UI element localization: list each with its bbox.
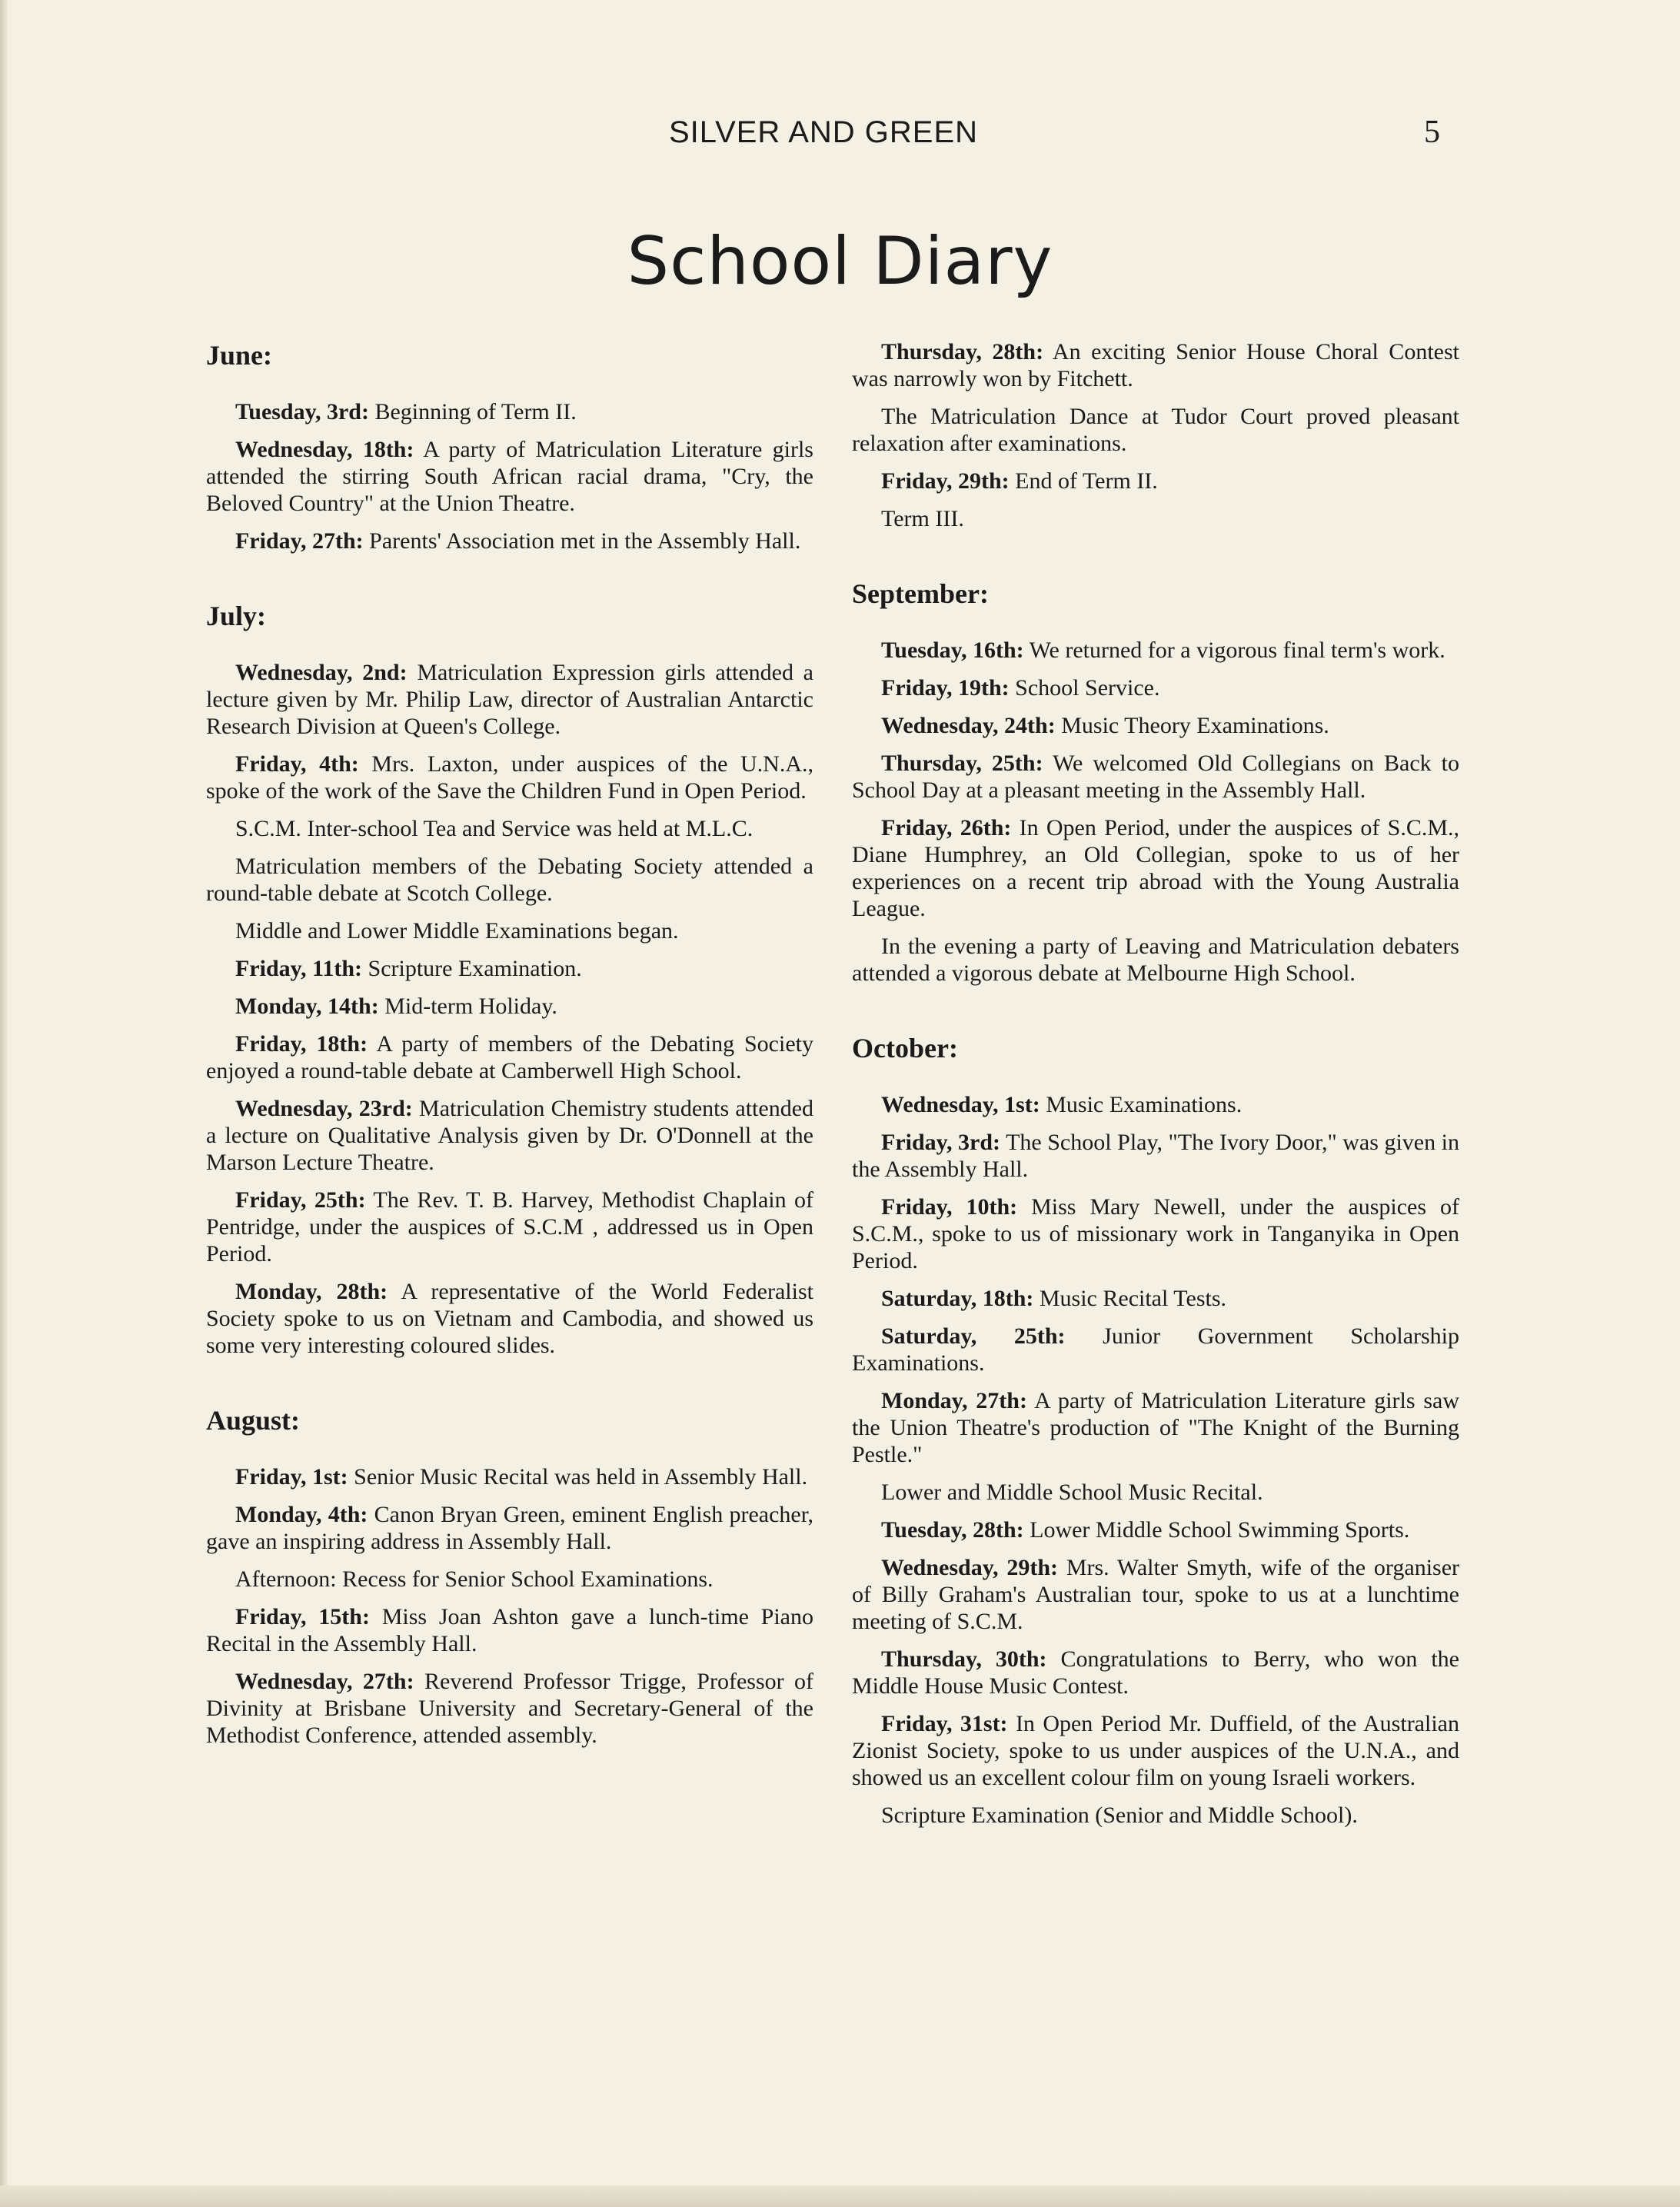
diary-entry — [852, 674, 1459, 701]
entry-date: Friday, 18th: — [235, 1031, 368, 1057]
entry-date: Wednesday, 24th: — [881, 713, 1056, 738]
entry-date: Monday, 4th: — [235, 1502, 368, 1527]
entry-text: Music Examinations. — [1046, 1092, 1243, 1117]
diary-entry — [852, 1516, 1459, 1543]
entry-text: Music Theory Examinations. — [1061, 713, 1329, 738]
diary-entry — [852, 1554, 1459, 1635]
diary-section — [206, 1403, 813, 1749]
diary-entry — [852, 933, 1459, 987]
page-bottom-edge — [0, 2185, 1680, 2207]
entry-text: In the evening a party of Leaving and Matriculation debaters attended a vigorous debate at Melbourne High School. — [852, 934, 1459, 986]
entry-text: Reverend Professor Trigge, Professor of Divinity at Brisbane University and Secretary-General of the Methodist Conference, attended assembly. — [206, 1669, 813, 1748]
entry-text: Middle and Lower Middle Examinations began. — [235, 918, 679, 944]
entry-text: Mid-term Holiday. — [384, 994, 557, 1019]
entry-date: Saturday, 18th: — [881, 1286, 1034, 1311]
entry-text: Mrs. Laxton, under auspices of the U.N.A., spoke of the work of the Save the Children Fund in Open Period. — [206, 751, 814, 804]
diary-entry — [852, 814, 1459, 922]
diary-entry — [206, 815, 813, 842]
diary-entry — [852, 1285, 1459, 1312]
month-heading: June: — [206, 340, 273, 371]
entry-date: Friday, 27th: — [235, 528, 364, 554]
entry-text: Afternoon: Recess for Senior School Examinations. — [235, 1566, 714, 1592]
diary-entry — [852, 1193, 1459, 1274]
entry-date: Tuesday, 16th: — [881, 637, 1024, 663]
diary-entry — [206, 1187, 813, 1267]
diary-entry — [852, 468, 1459, 494]
entry-text: End of Term II. — [1015, 468, 1158, 494]
diary-entry — [852, 1802, 1459, 1829]
entry-text: In Open Period Mr. Duffield, of the Australian Zionist Society, spoke to us under auspices of the U.N.A., and showed us an excellent colour film on young Israeli workers. — [852, 1711, 1459, 1790]
entry-date: Wednesday, 29th: — [881, 1555, 1059, 1580]
entry-date: Thursday, 28th: — [881, 339, 1044, 365]
entry-date: Friday, 31st: — [881, 1711, 1008, 1736]
entry-text: Parents' Association met in the Assembly Hall. — [369, 528, 801, 554]
diary-section — [852, 338, 1459, 532]
entry-text: School Service. — [1015, 675, 1160, 701]
entry-date: Monday, 14th: — [235, 994, 379, 1019]
entry-date: Friday, 3rd: — [881, 1130, 1001, 1155]
entry-text: Scripture Examination. — [368, 956, 582, 981]
entry-text: An exciting Senior House Choral Contest was narrowly won by Fitchett. — [852, 339, 1459, 391]
entry-text: The Rev. T. B. Harvey, Methodist Chaplain of Pentridge, under the auspices of S.C.M , addressed us in Open Period. — [206, 1187, 813, 1267]
entry-date: Friday, 15th: — [235, 1604, 370, 1629]
diary-entry — [206, 1030, 813, 1084]
entry-date: Friday, 1st: — [235, 1464, 348, 1490]
month-heading: July: — [206, 601, 267, 631]
diary-section — [206, 338, 813, 554]
entry-text: Beginning of Term II. — [374, 399, 577, 424]
entry-date: Friday, 29th: — [881, 468, 1010, 494]
diary-entry — [206, 1603, 813, 1657]
diary-entry — [206, 1278, 813, 1359]
diary-entry — [206, 993, 813, 1020]
entry-date: Wednesday, 2nd: — [235, 660, 408, 685]
entry-date: Monday, 28th: — [235, 1279, 388, 1304]
entry-text: The Matriculation Dance at Tudor Court proved pleasant relaxation after examinations. — [852, 404, 1459, 456]
entry-text: S.C.M. Inter-school Tea and Service was held at M.L.C. — [235, 816, 754, 841]
entry-date: Friday, 11th: — [235, 956, 363, 981]
entry-text: Lower and Middle School Music Recital. — [881, 1480, 1263, 1505]
diary-entry — [206, 1668, 813, 1749]
diary-entry — [852, 637, 1459, 664]
diary-entry — [852, 505, 1459, 532]
entry-text: A representative of the World Federalist Society spoke to us on Vietnam and Cambodia, and showed us some very interesting coloured slides. — [206, 1279, 813, 1358]
right-column — [852, 338, 1459, 1873]
entry-date: Saturday, 25th: — [881, 1323, 1066, 1349]
diary-entry — [852, 403, 1459, 457]
diary-entry — [852, 1646, 1459, 1699]
diary-entry — [206, 1566, 813, 1593]
entry-text: Scripture Examination (Senior and Middle School). — [881, 1803, 1358, 1828]
entry-date: Monday, 27th: — [881, 1388, 1027, 1413]
entry-date: Friday, 10th: — [881, 1194, 1018, 1220]
entry-date: Wednesday, 27th: — [235, 1669, 414, 1694]
month-heading: September: — [852, 578, 989, 609]
entry-text: We welcomed Old Collegians on Back to School Day at a pleasant meeting in the Assembly Hall. — [852, 751, 1459, 803]
month-heading: October: — [852, 1033, 958, 1064]
entry-text: In Open Period, under the auspices of S.C.M., Diane Humphrey, an Old Collegian, spoke to us of her experiences on a recent trip abroad with the Young Australia League. — [852, 815, 1459, 921]
diary-entry — [206, 1463, 813, 1490]
entry-text: Miss Joan Ashton gave a lunch-time Piano Recital in the Assembly Hall. — [206, 1604, 813, 1656]
diary-entry — [852, 750, 1459, 804]
entry-date: Friday, 4th: — [235, 751, 359, 777]
month-heading: August: — [206, 1405, 301, 1436]
running-header: SILVER AND GREEN — [669, 115, 979, 149]
entry-text: Matriculation members of the Debating Society attended a round-table debate at Scotch College. — [206, 854, 813, 906]
page-number: 5 — [1424, 115, 1440, 150]
entry-text: Congratulations to Berry, who won the Middle House Music Contest. — [852, 1646, 1459, 1699]
entry-date: Thursday, 30th: — [881, 1646, 1047, 1672]
entry-text: Mrs. Walter Smyth, wife of the organiser of Billy Graham's Australian tour, spoke to us at a lunchtime meeting of S.C.M. — [852, 1555, 1460, 1634]
diary-entry — [206, 659, 813, 740]
entry-text: Matriculation Expression girls attended a lecture given by Mr. Philip Law, director of Australian Antarctic Research Division at Queen's College. — [206, 660, 813, 739]
entry-date: Thursday, 25th: — [881, 751, 1043, 776]
entry-text: Matriculation Chemistry students attended a lecture on Qualitative Analysis given by Dr. O'Donnell at the Marson Lecture Theatre. — [206, 1096, 814, 1175]
entry-date: Friday, 25th: — [235, 1187, 366, 1213]
entry-text: A party of members of the Debating Society enjoyed a round-table debate at Camberwell High School. — [206, 1031, 813, 1084]
diary-entry — [852, 338, 1459, 392]
diary-section — [852, 577, 1459, 987]
entry-text: We returned for a vigorous final term's work. — [1029, 637, 1445, 663]
entry-text: A party of Matriculation Literature girls attended the stirring South African racial drama, "Cry, the Beloved Country" at the Union Theatre. — [206, 437, 813, 516]
entry-date: Friday, 19th: — [881, 675, 1010, 701]
diary-entry — [206, 917, 813, 944]
entry-text: Junior Government Scholarship Examinations. — [852, 1323, 1460, 1376]
diary-entry — [206, 1095, 813, 1176]
diary-entry — [852, 1091, 1459, 1118]
entry-text: The School Play, "The Ivory Door," was given in the Assembly Hall. — [852, 1130, 1459, 1182]
page-title: School Diary — [627, 223, 1053, 300]
diary-entry — [206, 751, 813, 804]
entry-date: Friday, 26th: — [881, 815, 1012, 841]
page-binding-edge — [0, 0, 8, 2207]
left-column — [206, 338, 813, 1793]
entry-date: Wednesday, 23rd: — [235, 1096, 413, 1121]
diary-entry — [852, 1710, 1459, 1791]
diary-entry — [206, 528, 813, 554]
entry-date: Tuesday, 3rd: — [235, 399, 369, 424]
diary-entry — [206, 955, 813, 982]
diary-entry — [852, 1129, 1459, 1183]
entry-date: Wednesday, 1st: — [881, 1092, 1040, 1117]
entry-text: Miss Mary Newell, under the auspices of S.C.M., spoke to us of missionary work in Tanganyika in Open Period. — [852, 1194, 1459, 1273]
diary-section — [852, 1031, 1459, 1829]
diary-entry — [852, 1323, 1459, 1376]
diary-entry — [852, 712, 1459, 739]
entry-text: Senior Music Recital was held in Assembly Hall. — [354, 1464, 808, 1490]
diary-entry — [206, 398, 813, 425]
entry-text: Canon Bryan Green, eminent English preacher, gave an inspiring address in Assembly Hall. — [206, 1502, 813, 1554]
entry-text: Term III. — [881, 506, 964, 531]
diary-entry — [206, 853, 813, 907]
diary-entry — [852, 1479, 1459, 1506]
diary-entry — [206, 436, 813, 517]
entry-text: Lower Middle School Swimming Sports. — [1030, 1517, 1410, 1543]
diary-section — [206, 599, 813, 1359]
diary-entry — [206, 1501, 813, 1555]
entry-text: A party of Matriculation Literature girls saw the Union Theatre's production of "The Knight of the Burning Pestle." — [852, 1388, 1459, 1467]
diary-entry — [852, 1387, 1459, 1468]
entry-date: Tuesday, 28th: — [881, 1517, 1024, 1543]
entry-date: Wednesday, 18th: — [235, 437, 414, 462]
entry-text: Music Recital Tests. — [1039, 1286, 1227, 1311]
